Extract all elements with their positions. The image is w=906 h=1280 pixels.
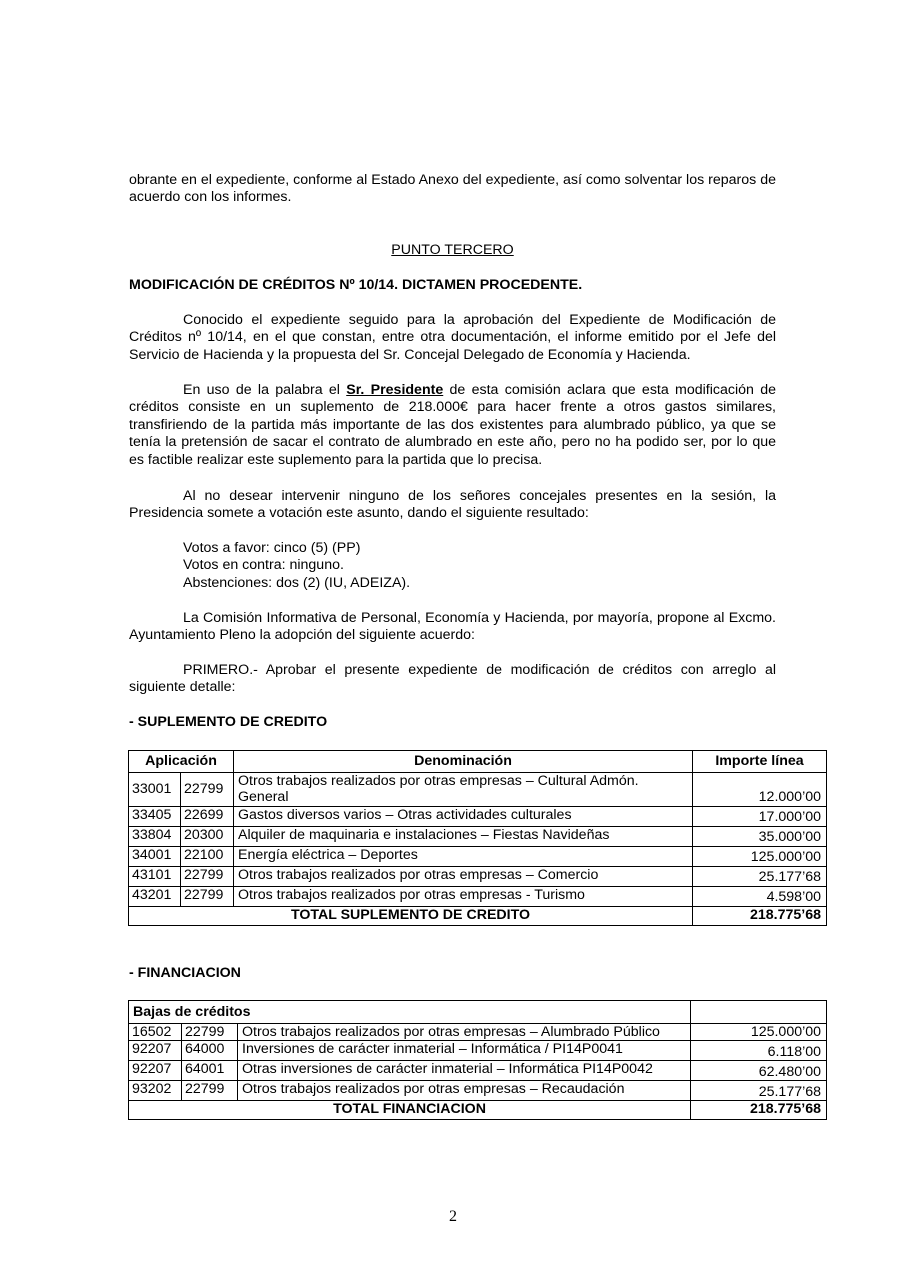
importe-cell: 6.118’00: [691, 1041, 827, 1061]
denominacion-cell: Energía eléctrica – Deportes: [234, 846, 693, 866]
header-aplicacion: Aplicación: [129, 751, 234, 773]
suplemento-header-row: [129, 751, 827, 773]
denominacion-cell: Otros trabajos realizados por otras empresas – Comercio: [234, 866, 693, 886]
intro-paragraph: obrante en el expediente, conforme al Estado Anexo del expediente, así como solventar los reparos de acuerdo con los informes.: [129, 172, 776, 206]
votes-favor: Votos a favor: cinco (5) (PP): [183, 540, 361, 556]
intro-paragraph-block: [129, 172, 776, 207]
header-denominacion: Denominación: [234, 751, 693, 773]
financiacion-total-row: [129, 1101, 827, 1120]
importe-cell: 25.177’68: [691, 1081, 827, 1101]
importe-cell: 125.000’00: [691, 1024, 827, 1041]
financiacion-table: [128, 1000, 827, 1120]
presidente-text-after: de esta comisión aclara que esta modificación de créditos consiste en un suplemento de 218.000€ para hacer frente a otros gastos similares, transfiriendo de la partida más importante de las dos existentes para alumbrado público, ya que se tenía la pretensión de sacar el contrato de alumbrado en este año, pero no ha podido ser, por lo que es factible realizar este suplemento para la partida que lo precisa.: [129, 382, 776, 468]
denominacion-cell: Otros trabajos realizados por otras empresas – Recaudación: [238, 1081, 691, 1101]
code-programa: 43101: [129, 866, 181, 886]
header-importe: Importe línea: [693, 751, 827, 773]
importe-cell: 17.000’00: [693, 806, 827, 826]
paragraph-votacion-block: [129, 488, 776, 523]
table-row: [129, 1024, 827, 1041]
code-economica: 22100: [181, 846, 234, 866]
code-economica: 22799: [181, 886, 234, 906]
suplemento-total-label: TOTAL SUPLEMENTO DE CREDITO: [129, 906, 693, 925]
code-economica: 22799: [182, 1081, 238, 1101]
importe-cell: 125.000’00: [693, 846, 827, 866]
paragraph-primero-block: [129, 662, 776, 697]
suplemento-total-value: 218.775’68: [693, 906, 827, 925]
paragraph-presidente: [129, 382, 776, 469]
financiacion-total-label: TOTAL FINANCIACION: [129, 1101, 691, 1120]
presidente-text-before: En uso de la palabra el: [183, 382, 347, 398]
paragraph-votacion: Al no desear intervenir ninguno de los señores concejales presentes en la sesión, la Presidencia somete a votación este asunto, dando el siguiente resultado:: [129, 488, 776, 522]
importe-cell: 35.000’00: [693, 826, 827, 846]
code-economica: 22799: [181, 866, 234, 886]
denominacion-cell: Inversiones de carácter inmaterial – Informática / PI14P0041: [238, 1041, 691, 1061]
presidente-name: Sr. Presidente: [346, 382, 444, 398]
page-number: 2: [449, 1208, 457, 1225]
suplemento-title: - SUPLEMENTO DE CREDITO: [129, 714, 328, 730]
votes-abstenciones: Abstenciones: dos (2) (IU, ADEIZA).: [183, 574, 411, 591]
code-programa: 92207: [129, 1041, 182, 1061]
section-title: MODIFICACIÓN DE CRÉDITOS Nº 10/14. DICTAMEN PROCEDENTE.: [129, 277, 583, 293]
paragraph-presidente-block: [129, 382, 776, 469]
suplemento-total-row: [129, 906, 827, 925]
denominacion-cell: Otros trabajos realizados por otras empresas – Alumbrado Público: [238, 1024, 691, 1041]
importe-cell: 4.598’00: [693, 886, 827, 906]
denominacion-cell: Otras inversiones de carácter inmaterial – Informática PI14P0042: [238, 1061, 691, 1081]
bajas-empty-cell: [691, 1001, 827, 1024]
denominacion-cell: Alquiler de maquinaria e instalaciones – Fiestas Navideñas: [234, 826, 693, 846]
code-programa: 92207: [129, 1061, 182, 1081]
table-row: [129, 1041, 827, 1061]
table-row: [129, 826, 827, 846]
code-economica: 22699: [181, 806, 234, 826]
code-economica: 64000: [182, 1041, 238, 1061]
table-row: [129, 846, 827, 866]
code-economica: 64001: [182, 1061, 238, 1081]
code-programa: 33405: [129, 806, 181, 826]
denominacion-cell: Otros trabajos realizados por otras empresas – Cultural Admón. General: [234, 773, 693, 807]
table-row: [129, 806, 827, 826]
suplemento-table: [128, 750, 827, 926]
code-economica: 22799: [181, 773, 234, 807]
table-row: [129, 1081, 827, 1101]
denominacion-cell: Gastos diversos varios – Otras actividades culturales: [234, 806, 693, 826]
importe-cell: 62.480’00: [691, 1061, 827, 1081]
financiacion-total-value: 218.775’68: [691, 1101, 827, 1120]
importe-cell: 12.000’00: [693, 773, 827, 807]
code-programa: 93202: [129, 1081, 182, 1101]
financiacion-title: - FINANCIACION: [129, 965, 241, 981]
denominacion-cell: Otros trabajos realizados por otras empresas - Turismo: [234, 886, 693, 906]
table-row: [129, 1061, 827, 1081]
table-row: [129, 886, 827, 906]
code-programa: 43201: [129, 886, 181, 906]
votes-list: [183, 540, 410, 592]
code-programa: 33804: [129, 826, 181, 846]
punto-heading: PUNTO TERCERO: [391, 242, 514, 258]
paragraph-primero: PRIMERO.- Aprobar el presente expediente de modificación de créditos con arreglo al siguiente detalle:: [129, 662, 776, 696]
paragraph-conocido: Conocido el expediente seguido para la aprobación del Expediente de Modificación de Créditos nº 10/14, en el que constan, entre otra documentación, el informe emitido por el Jefe del Servicio de Hacienda y la propuesta del Sr. Concejal Delegado de Economía y Hacienda.: [129, 312, 776, 363]
paragraph-conocido-block: [129, 312, 776, 364]
table-row: [129, 773, 827, 807]
table-row: [129, 866, 827, 886]
code-programa: 34001: [129, 846, 181, 866]
code-programa: 33001: [129, 773, 181, 807]
paragraph-comision-block: [129, 610, 776, 645]
importe-cell: 25.177’68: [693, 866, 827, 886]
bajas-label: Bajas de créditos: [129, 1001, 691, 1024]
code-programa: 16502: [129, 1024, 182, 1041]
bajas-header-row: [129, 1001, 827, 1024]
code-economica: 22799: [182, 1024, 238, 1041]
paragraph-comision: La Comisión Informativa de Personal, Economía y Hacienda, por mayoría, propone al Excmo. Ayuntamiento Pleno la adopción del siguiente acuerdo:: [129, 610, 776, 644]
votes-contra: Votos en contra: ninguno.: [183, 557, 344, 574]
code-economica: 20300: [181, 826, 234, 846]
